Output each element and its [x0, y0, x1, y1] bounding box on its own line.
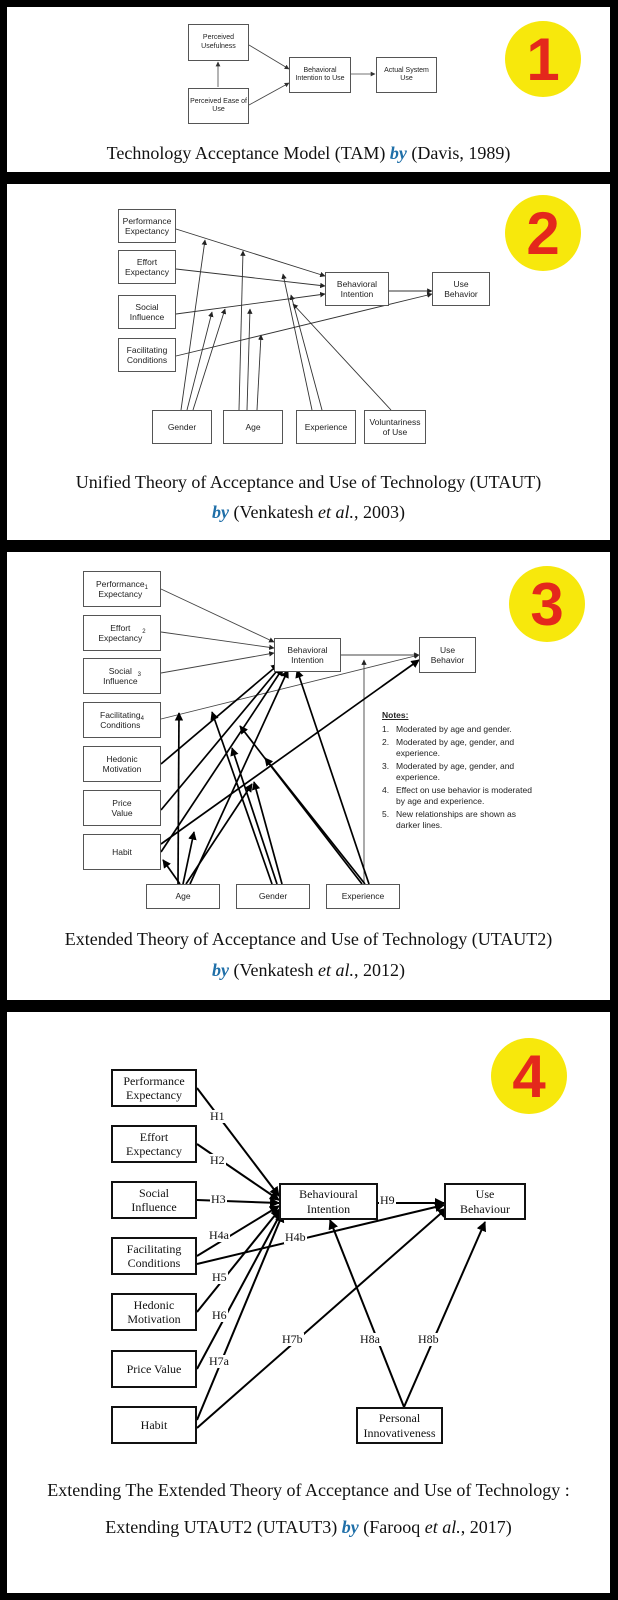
caption-etal: et al. [317, 502, 354, 522]
note-ref-3: 3 [137, 672, 141, 679]
label-social-influence: Social Influence [103, 665, 138, 686]
caption-citation: (Davis, 1989) [406, 143, 511, 163]
label-h6: H6 [212, 1308, 227, 1322]
caption-utaut-line2 [7, 502, 610, 523]
note-item [382, 809, 532, 831]
caption-author: (Farooq [358, 1517, 425, 1537]
box-hedonic-motivation: Hedonic Motivation [111, 1293, 197, 1331]
label-performance-expectancy: Performance Expectancy [95, 578, 145, 599]
badge-2: 2 [505, 195, 581, 271]
note-item [382, 724, 532, 735]
caption-by: by [212, 960, 229, 980]
note-item [382, 761, 532, 783]
box-actual-system-use: Actual System Use [376, 57, 437, 93]
note-text: New relationships are shown as darker lines. [396, 809, 517, 831]
label-h4b: H4b [285, 1230, 306, 1244]
box-effort-expectancy: Effort Expectancy [111, 1125, 197, 1163]
caption-text: Extending UTAUT2 (UTAUT3) [105, 1517, 342, 1537]
label-h4a: H4a [209, 1228, 229, 1242]
label-h9: H9 [380, 1193, 395, 1207]
note-item [382, 785, 532, 807]
panel-utaut [7, 184, 610, 540]
box-habit: Habit [111, 1406, 197, 1444]
box-performance-expectancy: Performance Expectancy [111, 1069, 197, 1107]
notes-block [382, 710, 532, 833]
box-effort-expectancy: Effort Expectancy [118, 250, 176, 284]
caption-utaut3-line1: Extending The Extended Theory of Acceptance and Use of Technology : [47, 1480, 570, 1500]
caption-utaut3-line2 [7, 1517, 610, 1538]
badge-3: 3 [509, 566, 585, 642]
box-gender: Gender [152, 410, 212, 444]
caption-author: (Venkatesh [229, 960, 318, 980]
box-gender: Gender [236, 884, 310, 909]
label-h7a: H7a [209, 1354, 229, 1368]
label-h5: H5 [212, 1270, 227, 1284]
note-ref-4: 4 [140, 716, 144, 723]
box-facilitating-conditions: Facilitating Conditions [118, 338, 176, 372]
caption-tam [7, 143, 610, 164]
box-price-value: Price Value [111, 1350, 197, 1388]
caption-utaut-line1: Unified Theory of Acceptance and Use of Technology (UTAUT) [75, 472, 542, 492]
label-facilitating-conditions: Facilitating Conditions [100, 709, 141, 730]
caption-author: (Venkatesh [229, 502, 318, 522]
note-number: 3. [382, 761, 390, 772]
label-h2: H2 [210, 1153, 225, 1167]
box-social-influence [83, 658, 161, 694]
box-perceived-usefulness: Perceived Usefulness [188, 24, 249, 61]
label-h8b: H8b [418, 1332, 439, 1346]
box-behavioral-intention: Behavioral Intention [274, 638, 341, 672]
caption-by: by [341, 1517, 359, 1537]
label-effort-expectancy: Effort Expectancy [98, 622, 143, 643]
note-ref-2: 2 [142, 629, 146, 636]
caption-year: , 2012) [353, 960, 405, 980]
note-item [382, 737, 532, 759]
notes-title: Notes: [382, 710, 409, 720]
label-h8a: H8a [360, 1332, 380, 1346]
caption-by: by [212, 502, 229, 522]
box-facilitating-conditions [83, 702, 161, 738]
note-number: 4. [382, 785, 390, 796]
box-voluntariness-of-use: Voluntariness of Use [364, 410, 426, 444]
caption-year: , 2003) [353, 502, 405, 522]
box-use-behaviour: Use Behaviour [444, 1183, 526, 1220]
caption-text: Technology Acceptance Model (TAM) [106, 143, 390, 163]
box-social-influence: Social Influence [118, 295, 176, 329]
box-performance-expectancy: Performance Expectancy [118, 209, 176, 243]
box-habit: Habit [83, 834, 161, 870]
box-experience: Experience [296, 410, 356, 444]
box-social-influence: Social Influence [111, 1181, 197, 1219]
panel-utaut3 [7, 1012, 610, 1593]
note-text: Moderated by age, gender, and experience. [396, 761, 515, 783]
label-h1: H1 [210, 1109, 225, 1123]
caption-etal: et al. [317, 960, 354, 980]
box-behavioural-intention: Behavioural Intention [279, 1183, 378, 1220]
label-h7b: H7b [282, 1332, 303, 1346]
caption-utaut2-line1: Extended Theory of Acceptance and Use of Technology (UTAUT2) [64, 929, 553, 949]
box-hedonic-motivation: Hedonic Motivation [83, 746, 161, 782]
box-behavioral-intention: Behavioral Intention [325, 272, 389, 306]
note-text: Effect on use behavior is moderated by age and experience. [396, 785, 532, 807]
note-ref-1: 1 [144, 585, 148, 592]
panel-utaut2 [7, 552, 610, 1000]
badge-1: 1 [505, 21, 581, 97]
note-text: Moderated by age and gender. [396, 724, 512, 735]
caption-utaut2-line2 [7, 960, 610, 981]
badge-4: 4 [491, 1038, 567, 1114]
caption-by: by [389, 143, 407, 163]
note-number: 5. [382, 809, 390, 820]
box-experience: Experience [326, 884, 400, 909]
caption-year: , 2017) [460, 1517, 512, 1537]
box-facilitating-conditions: Facilitating Conditions [111, 1237, 197, 1275]
caption-etal: et al. [424, 1517, 461, 1537]
note-number: 1. [382, 724, 390, 735]
box-use-behavior: Use Behavior [419, 637, 476, 673]
box-use-behavior: Use Behavior [432, 272, 490, 306]
box-age: Age [223, 410, 283, 444]
note-number: 2. [382, 737, 390, 748]
label-h3: H3 [211, 1192, 226, 1206]
note-text: Moderated by age, gender, and experience. [396, 737, 515, 759]
box-age: Age [146, 884, 220, 909]
box-behavioral-intention: Behavioral Intention to Use [289, 57, 351, 93]
box-perceived-ease-of-use: Perceived Ease of Use [188, 88, 249, 124]
box-effort-expectancy [83, 615, 161, 651]
box-performance-expectancy [83, 571, 161, 607]
panel-tam [7, 7, 610, 172]
box-personal-innovativeness: Personal Innovativeness [356, 1407, 443, 1444]
box-price-value: Price Value [83, 790, 161, 826]
